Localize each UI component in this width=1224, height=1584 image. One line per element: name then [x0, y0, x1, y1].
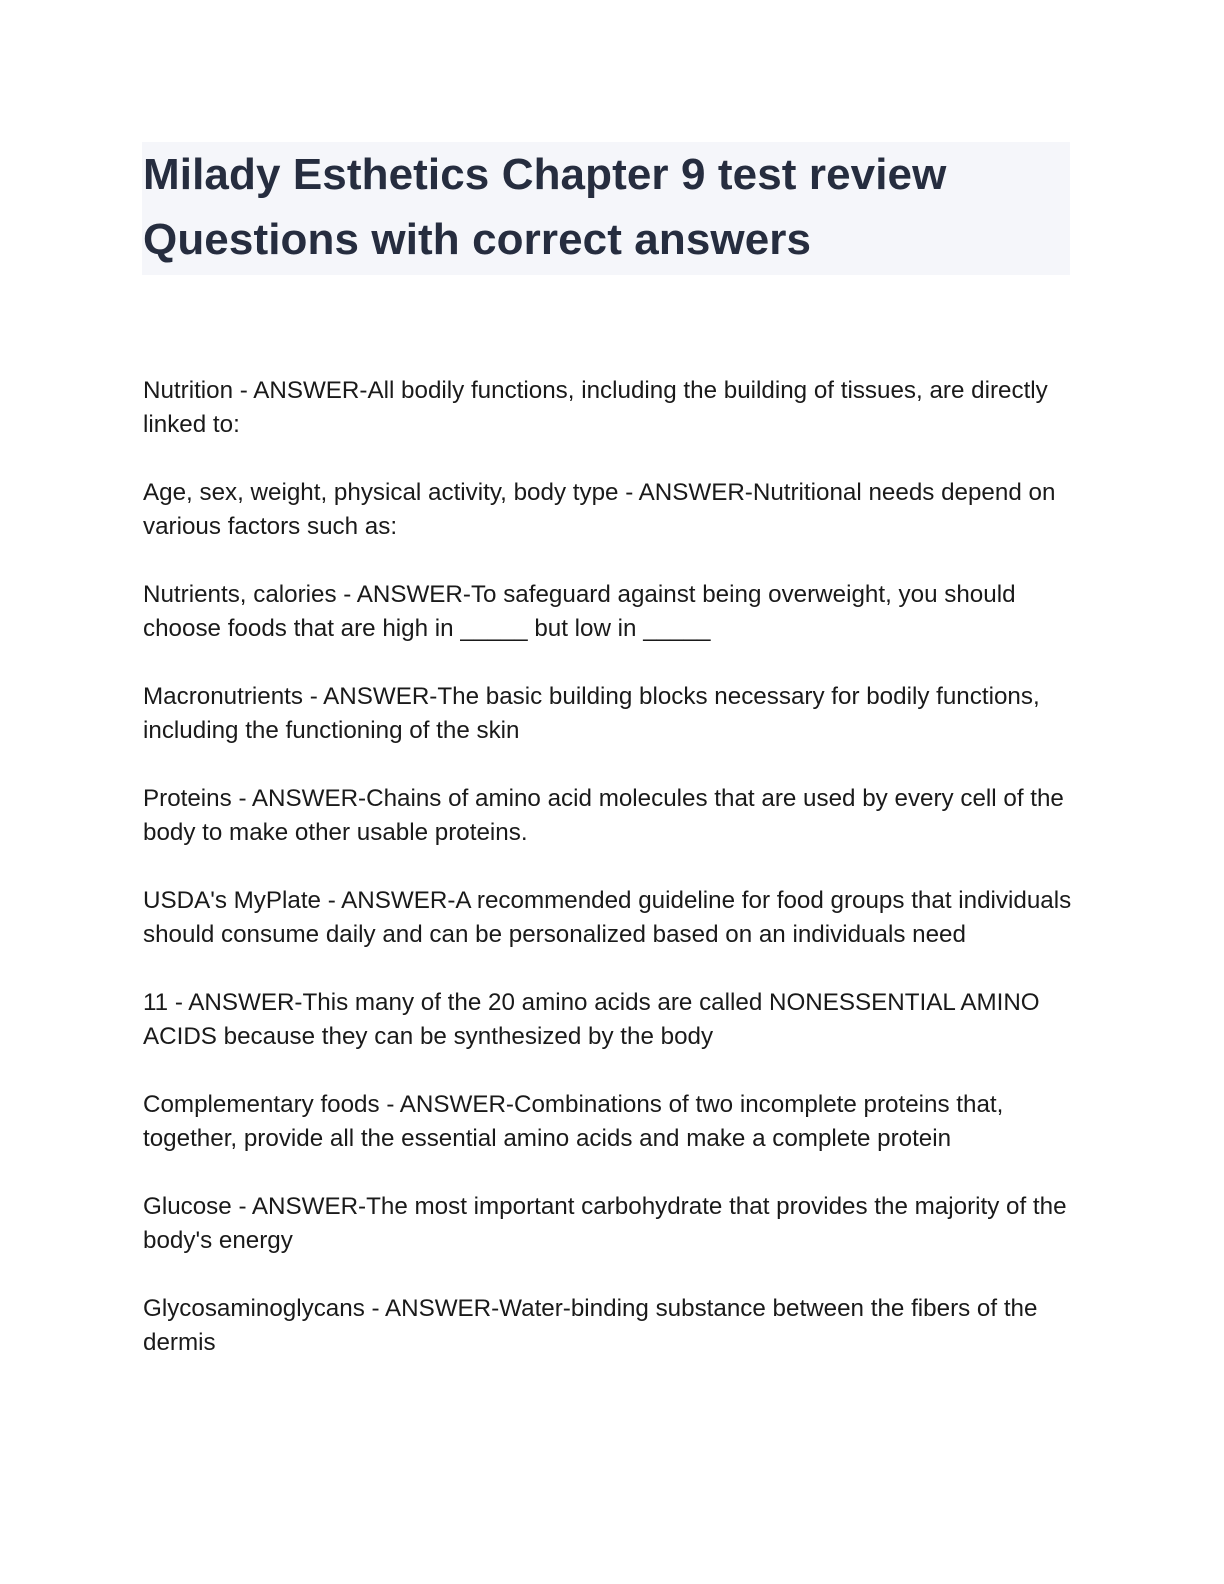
qa-entry: Macronutrients - ANSWER-The basic building blocks necessary for bodily functions, including the functioning of the skin	[143, 683, 1047, 744]
page-title: Milady Esthetics Chapter 9 test review Questions with correct answers	[143, 150, 947, 264]
qa-list	[143, 374, 1078, 1360]
qa-entry: Complementary foods - ANSWER-Combinations of two incomplete proteins that, together, provide all the essential amino acids and make a complete protein	[143, 1091, 1011, 1152]
qa-entry: Nutrition - ANSWER-All bodily functions, including the building of tissues, are directly linked to:	[143, 377, 1055, 438]
qa-entry: Age, sex, weight, physical activity, body type - ANSWER-Nutritional needs depend on various factors such as:	[143, 479, 1063, 540]
qa-entry: Proteins - ANSWER-Chains of amino acid molecules that are used by every cell of the body to make other usable proteins.	[143, 785, 1071, 846]
qa-entry: USDA's MyPlate - ANSWER-A recommended guideline for food groups that individuals should consume daily and can be personalized based on an individuals need	[143, 887, 1078, 948]
qa-entry: 11 - ANSWER-This many of the 20 amino acids are called NONESSENTIAL AMINO ACIDS because they can be synthesized by the body	[143, 989, 1045, 1050]
qa-entry: Nutrients, calories - ANSWER-To safeguard against being overweight, you should choose foods that are high in _____ but low in _____	[143, 581, 1023, 642]
qa-entry: Glucose - ANSWER-The most important carbohydrate that provides the majority of the body's energy	[143, 1193, 1074, 1254]
title-banner	[142, 142, 1070, 275]
qa-entry: Glycosaminoglycans - ANSWER-Water-binding substance between the fibers of the dermis	[143, 1295, 1045, 1356]
